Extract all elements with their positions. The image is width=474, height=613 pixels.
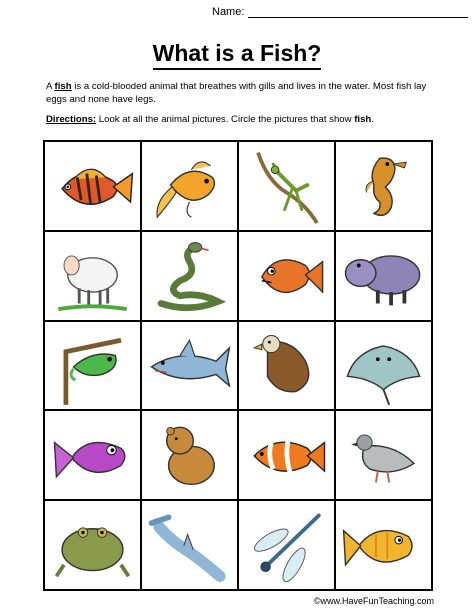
snake-icon [142, 232, 237, 320]
animal-picture-grid [43, 140, 433, 591]
eagle-icon [239, 322, 334, 410]
stingray-icon [336, 322, 431, 410]
copyright-footer: ©www.HaveFunTeaching.com [313, 596, 434, 606]
definition-keyword: fish [54, 81, 72, 92]
cell-dragonfly[interactable] [238, 500, 335, 590]
yellow-fish-icon [336, 501, 431, 589]
cell-purple-fish[interactable] [44, 410, 141, 500]
definition-text: is a cold-blooded animal that breathes with gills and lives in the water. Most fish lay eggs and none have legs. [46, 81, 427, 105]
fish-definition [46, 80, 436, 106]
sheep-icon [45, 232, 140, 320]
seahorse-icon [336, 142, 431, 230]
cell-clownfish[interactable] [238, 410, 335, 500]
cell-chameleon[interactable] [44, 321, 141, 411]
cell-pigeon[interactable] [335, 410, 432, 500]
name-blank-line[interactable] [248, 7, 468, 18]
mantis-icon [239, 142, 334, 230]
cell-goldfish[interactable] [141, 141, 238, 231]
tropical-fish-icon [45, 142, 140, 230]
cell-shark[interactable] [141, 321, 238, 411]
cell-tropical-fish[interactable] [44, 141, 141, 231]
directions-text: Look at all the animal pictures. Circle the pictures that show [96, 114, 355, 125]
title-text: What is a Fish? [153, 40, 322, 70]
directions [46, 114, 436, 125]
cell-yellow-fish[interactable] [335, 500, 432, 590]
directions-end: . [371, 114, 374, 125]
directions-label: Directions: [46, 114, 97, 125]
cell-eagle[interactable] [238, 321, 335, 411]
dragonfly-icon [239, 501, 334, 589]
cell-toad[interactable] [44, 500, 141, 590]
name-field[interactable] [212, 6, 468, 18]
goldfish-icon [142, 142, 237, 230]
name-label: Name: [212, 6, 245, 18]
cell-snake[interactable] [141, 231, 238, 321]
cell-seahorse[interactable] [335, 141, 432, 231]
cell-mantis[interactable] [238, 141, 335, 231]
chameleon-icon [45, 322, 140, 410]
orange-fish-icon [239, 232, 334, 320]
directions-keyword: fish [354, 114, 372, 125]
bear-icon [142, 411, 237, 499]
shark-icon [142, 322, 237, 410]
cell-bear[interactable] [141, 410, 238, 500]
definition-prefix: A [46, 81, 55, 92]
cell-hippo[interactable] [335, 231, 432, 321]
cell-stingray[interactable] [335, 321, 432, 411]
hippo-icon [336, 232, 431, 320]
cell-sheep[interactable] [44, 231, 141, 321]
cell-orange-fish[interactable] [238, 231, 335, 321]
purple-fish-icon [45, 411, 140, 499]
toad-icon [45, 501, 140, 589]
hammerhead-icon [142, 501, 237, 589]
pigeon-icon [336, 411, 431, 499]
clownfish-icon [239, 411, 334, 499]
cell-hammerhead[interactable] [141, 500, 238, 590]
page-title [0, 40, 474, 70]
